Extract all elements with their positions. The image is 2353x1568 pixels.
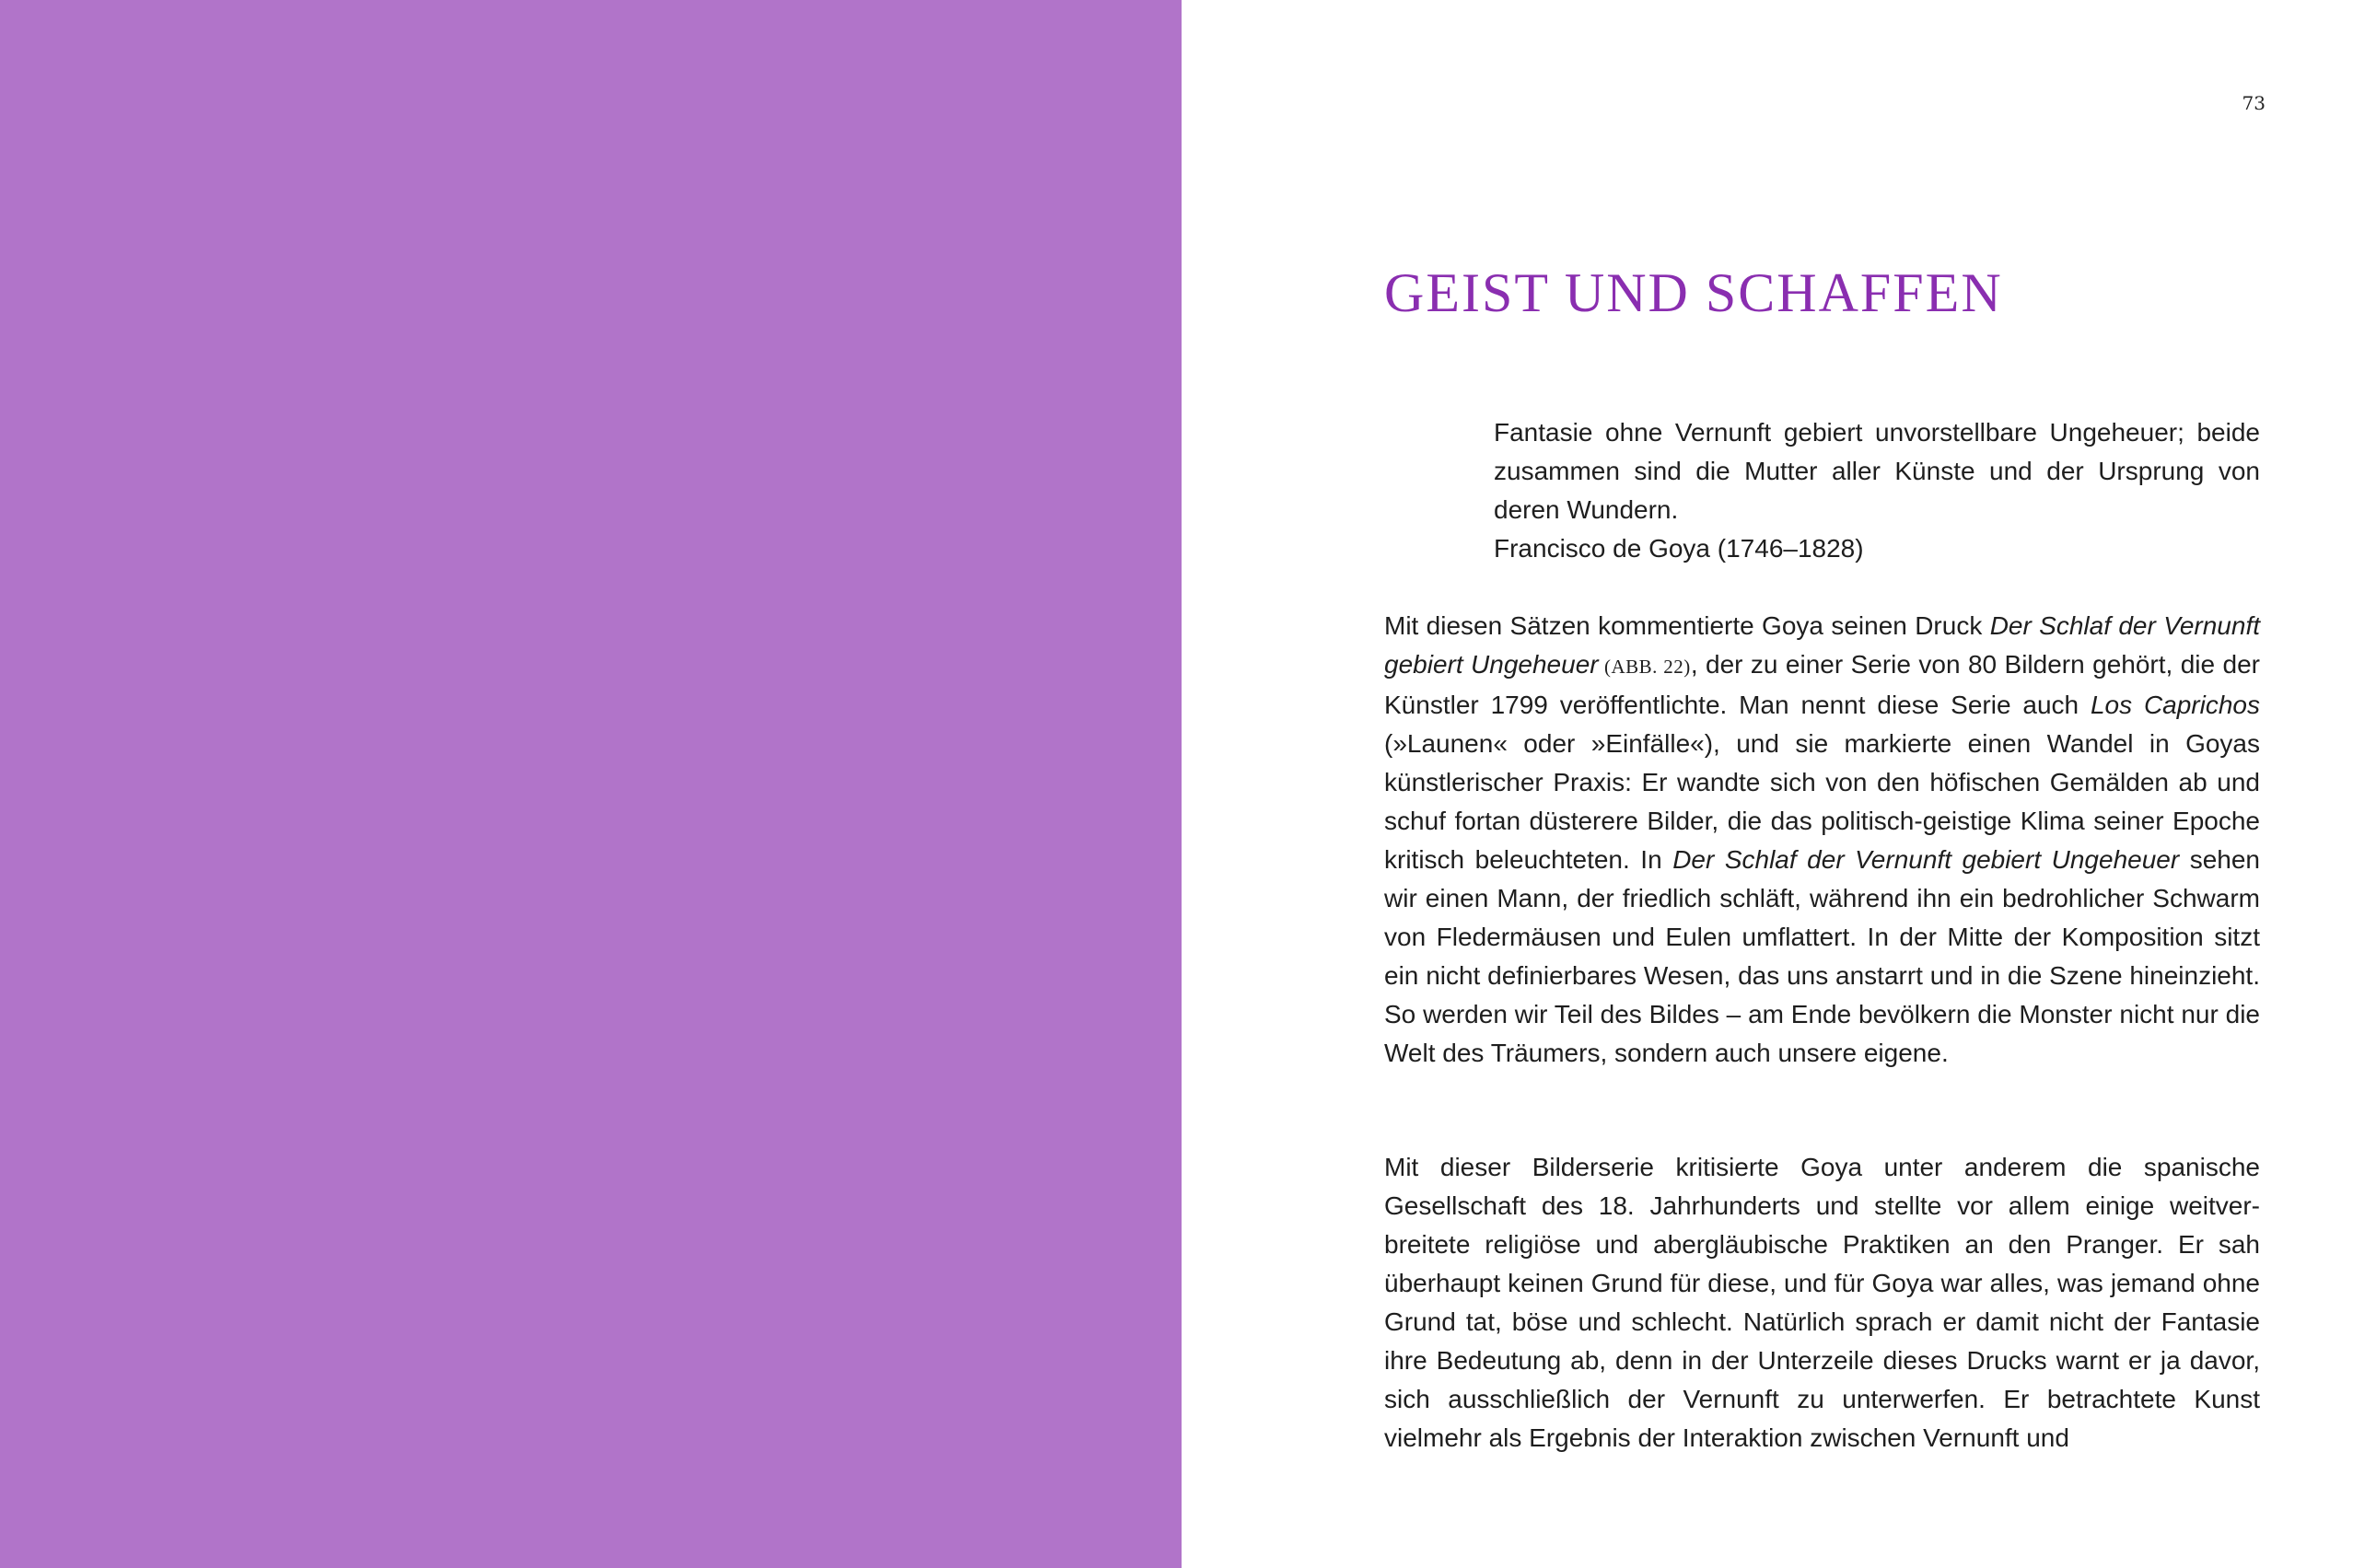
series-title: Los Caprichos xyxy=(2090,691,2261,719)
chapter-title: GEIST UND SCHAFFEN xyxy=(1384,262,2003,323)
epigraph xyxy=(1494,413,2260,568)
body-paragraph-1 xyxy=(1384,607,2260,1073)
paragraph-text: (»Launen« oder »Einfälle«), und sie markierte einen Wandel in Goyas künstlerischer Praxis: Er wandte sich von den höfischen Gemälden ab und schuf fortan düsterere Bilder, die das politisch-geistige Klima seiner Epoche kritisch beleuchteten. In xyxy=(1384,729,2260,874)
figure-reference: (ABB. 22) xyxy=(1598,656,1691,678)
paragraph-text: , der zu einer Serie von 80 Bildern gehört, die der Künstler 1799 veröffentlichte. Man nennt diese Serie auch xyxy=(1384,650,2260,719)
paragraph-text: sehen wir einen Mann, der friedlich schläft, während ihn ein bedrohlicher Schwarm von Fledermäusen und Eulen umflattert. In der Mitte der Komposition sitzt ein nicht definierbares Wesen, das uns anstarrt und in die Szene hineinzieht. So werden wir Teil des Bildes – am Ende bevölkern die Monster nicht nur die Welt des Träumers, sondern auch unsere eigene. xyxy=(1384,845,2260,1067)
body-paragraph-2: Mit dieser Bilderserie kritisierte Goya unter anderem die spanische Gesellschaft des 18. Jahrhunderts und stellte vor allem einige weitverbreitete religiöse und abergläubische Praktiken an den Pranger. Er sah überhaupt keinen Grund für diese, und für Goya war alles, was jemand ohne Grund tat, böse und schlecht. Natürlich sprach er damit nicht der Fantasie ihre Bedeutung ab, denn in der Unterzeile dieses Drucks warnt er ja davor, sich ausschließlich der Vernunft zu unterwerfen. Er betrachtete Kunst vielmehr als Ergebnis der Interaktion zwischen Vernunft und xyxy=(1384,1153,2260,1452)
artwork-title: Der Schlaf der Vernunft gebiert Ungeheuer xyxy=(1384,611,2260,679)
epigraph-attribution: Francisco de Goya (1746–1828) xyxy=(1494,534,1864,563)
epigraph-quote: Fantasie ohne Vernunft gebiert unvorstellbare Ungeheuer; beide zusammen sind die Mutter aller Künste und der Ursprung von deren Wundern. xyxy=(1494,418,2260,524)
paragraph-text: Mit diesen Sätzen kommentierte Goya seinen Druck xyxy=(1384,611,1990,640)
artwork-title: Der Schlaf der Vernunft gebiert Ungeheuer xyxy=(1672,845,2180,874)
page-number: 73 xyxy=(2242,92,2266,114)
